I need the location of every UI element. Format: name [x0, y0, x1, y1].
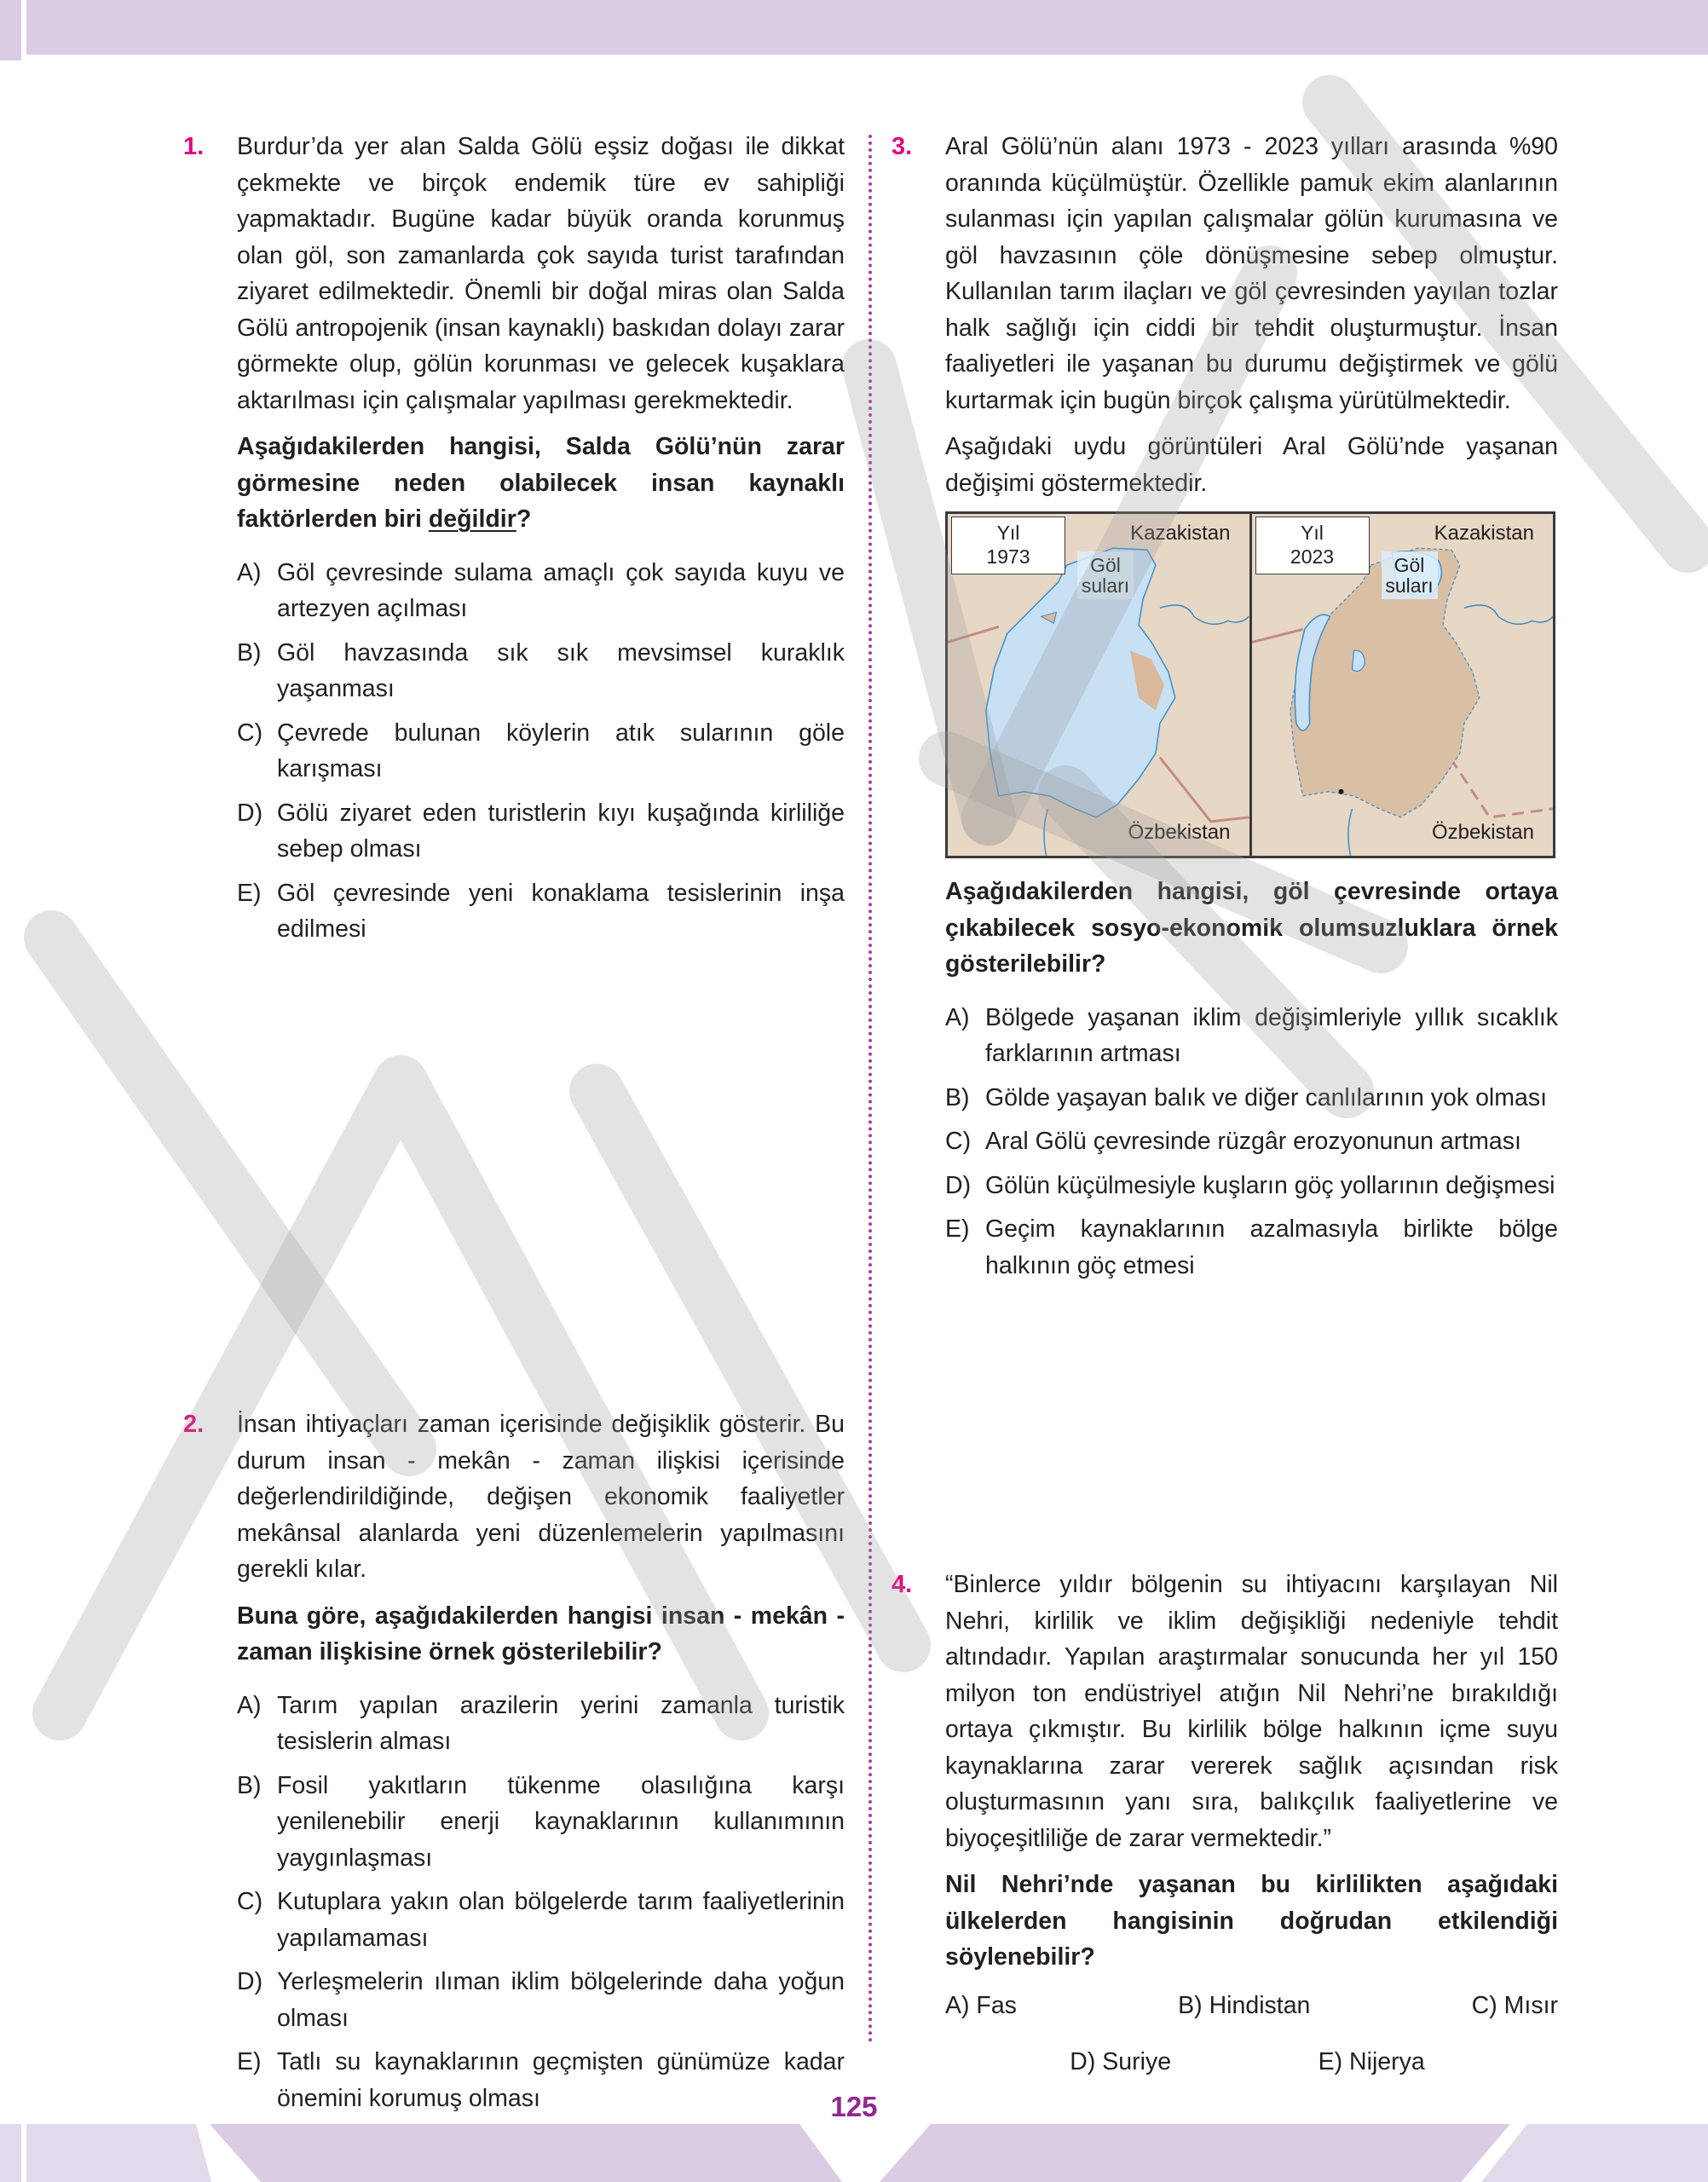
option-text: Bölgede yaşanan iklim değişimleriyle yıllık sıcaklık farklarının artması [985, 1003, 1558, 1067]
option-label: C) [945, 1128, 972, 1155]
footer-band-segment [880, 2124, 1510, 2182]
option-text: Hindistan [1209, 1991, 1311, 2019]
option-text: Suriye [1102, 2048, 1172, 2075]
lake-label-line-1: Göl [1090, 554, 1121, 576]
question-number: 3. [892, 133, 913, 160]
country-label-north: Kazakistan [1434, 522, 1534, 545]
option-label: A) [237, 558, 262, 586]
question-3 [892, 129, 1558, 1291]
question-text: Burdur’da yer alan Salda Gölü eşsiz doğası ile dikkat çekmekte ve birçok endemik türe ev sahipliği yapmaktadır. Bugüne kadar büyük oranda korunmuş olan göl, son zamanlarda çok sayıda turist tarafından ziyaret edilmektedir. Önemli bir doğal miras olan Salda Gölü antropojenik (insan kaynaklı) baskıdan dolayı zarar görmekte olup, gölün korunması ve gelecek kuşaklara aktarılması için çalışmalar yapılması gerekmektedir. [237, 133, 845, 414]
footer-band-segment [210, 2124, 842, 2182]
option-label: C) [237, 1888, 263, 1915]
year-value: 1973 [986, 546, 1030, 568]
map-2023 [1252, 514, 1554, 856]
option-c[interactable] [237, 715, 845, 788]
option-text: Gölde yaşayan balık ve diğer canlılarının yok olması [985, 1083, 1548, 1111]
river [1463, 605, 1553, 624]
option-text: Göl havzasında sık sık mevsimsel kuraklık yaşanması [277, 638, 845, 702]
option-text: Tatlı su kaynaklarının geçmişten günümüze kadar önemini korumuş olması [277, 2048, 845, 2112]
question-stem: Aşağıdakilerden hangisi, göl çevresinde ortaya çıkabilecek sosyo-ekonomik olumsuzluklara örnek gösterilebilir? [945, 878, 1558, 978]
option-e[interactable] [945, 1211, 1558, 1284]
option-d[interactable] [945, 1168, 1558, 1204]
question-number: 2. [183, 1411, 205, 1438]
option-text: Geçim kaynaklarının azalmasıyla birlikte bölge halkının göç etmesi [985, 1215, 1558, 1279]
option-label: E) [945, 1215, 970, 1243]
option-label: A) [945, 1003, 970, 1031]
question-stem [237, 429, 845, 538]
option-text: Mısır [1503, 1991, 1558, 2019]
option-e[interactable] [237, 875, 845, 948]
option-text: Çevrede bulunan köylerin atık sularının göle karışması [277, 719, 845, 782]
option-text: Kutuplara yakın olan bölgelerde tarım faaliyetlerinin yapılamaması [277, 1888, 845, 1952]
option-label: A) [237, 1691, 262, 1719]
answer-options [237, 555, 845, 948]
page-number: 125 [830, 2091, 878, 2122]
column-divider [868, 135, 872, 2044]
question-2 [183, 1406, 845, 2124]
option-text: Aral Gölü çevresinde rüzgâr erozyonunun artması [985, 1128, 1521, 1155]
option-c[interactable] [945, 1123, 1558, 1160]
option-text: Göl çevresinde sulama amaçlı çok sayıda kuyu ve artezyen açılması [277, 558, 845, 622]
header-band [26, 0, 1708, 55]
option-a[interactable] [237, 1688, 845, 1760]
option-d[interactable] [1070, 2044, 1171, 2081]
option-text: Nijerya [1349, 2048, 1425, 2075]
lake-label [1077, 551, 1134, 599]
option-b[interactable] [237, 1768, 845, 1877]
year-label: Yıl [996, 522, 1020, 544]
question-text: “Binlerce yıldır bölgenin su ihtiyacını karşılayan Nil Nehri, kirlilik ve iklim değişikliği nedeniyle tehdit altındadır. Yapılan araştırmalar sonucunda her yıl 150 milyon ton endüstriyel atığın Nil Nehri’ne bırakıldığı ortaya çıkmıştır. Bu kirlilik bölge halkının içme suyu kaynaklarına zarar vererek sağlık açısından risk oluşturmasının yanı sıra, balıkçılık faaliyetlerine ve biyoçeşitliliğe de zarar vermektedir.” [945, 1571, 1558, 1852]
watermark-stroke [51, 938, 409, 1449]
answer-options-row-1 [945, 1988, 1558, 2024]
settlement-dot [1338, 789, 1343, 794]
option-a[interactable] [237, 555, 845, 627]
river [1347, 809, 1352, 856]
option-d[interactable] [237, 1964, 845, 2036]
border-line [948, 626, 999, 642]
option-label: C) [237, 719, 263, 747]
footer-band-segment [26, 2124, 211, 2182]
option-text: Fosil yakıtların tükenme olasılığına karşı yenilenebilir enerji kaynaklarının kullanımının yaygınlaşması [277, 1771, 845, 1872]
option-text: Tarım yapılan arazilerin yerini zamanla turistik tesislerin alması [277, 1691, 845, 1755]
option-label: D) [237, 799, 263, 827]
footer-band [0, 2124, 1708, 2182]
river [1044, 809, 1048, 856]
option-a[interactable] [945, 1000, 1558, 1072]
answer-options-row-2 [945, 2044, 1558, 2081]
aral-sea-maps [945, 511, 1555, 858]
option-c[interactable] [1472, 1988, 1558, 2024]
option-label: B) [237, 638, 262, 667]
river [1160, 605, 1249, 624]
option-d[interactable] [237, 795, 845, 868]
question-1 [183, 129, 845, 955]
year-box [951, 517, 1065, 574]
option-e[interactable] [1319, 2044, 1425, 2081]
option-label: D) [1070, 2048, 1096, 2075]
stem-end: ? [516, 505, 532, 533]
option-b[interactable] [945, 1080, 1558, 1117]
answer-options [945, 1000, 1558, 1284]
footer-band-segment [1481, 2124, 1708, 2182]
answer-options [237, 1688, 845, 2117]
lake-label-line-2: suları [1081, 574, 1130, 597]
map-1973 [948, 514, 1249, 856]
stem-emphasis: değildir [428, 505, 516, 533]
question-number: 4. [892, 1571, 913, 1598]
option-label: B) [1178, 1991, 1203, 2019]
stem-text: Aşağıdakilerden hangisi, Salda Gölü’nün zarar görmesine neden olabilecek insan kaynaklı faktörlerden biri [237, 433, 845, 533]
option-b[interactable] [237, 635, 845, 707]
option-text: Gölün küçülmesiyle kuşların göç yollarının değişmesi [985, 1171, 1555, 1199]
year-box [1255, 517, 1370, 574]
question-text: Aral Gölü’nün alanı 1973 - 2023 yılları arasında %90 oranında küçülmüştür. Özellikle pamuk ekim alanlarının sulanması için yapılan çalışmalar gölün kurumasına ve göl havzasının çöle dönüşmesine sebep olmuştur. Kullanılan tarım ilaçları ve göl çevresinden yayılan tozlar halk sağlığı için ciddi bir tehdit oluşturmuştur. İnsan faaliyetleri ile yaşanan bu durumu değiştirmek ve gölü kurtarmak için bugün birçok çalışma yürütülmektedir. [945, 133, 1558, 414]
option-label: C) [1471, 1991, 1497, 2019]
border-line [1252, 629, 1303, 642]
year-value: 2023 [1290, 546, 1335, 568]
option-label: B) [237, 1771, 262, 1799]
option-text: Göl çevresinde yeni konaklama tesislerinin inşa edilmesi [277, 879, 845, 943]
option-label: E) [237, 2048, 262, 2075]
border-line [1160, 758, 1249, 822]
question-number: 1. [183, 133, 205, 160]
option-label: A) [945, 1991, 970, 2019]
lake-label-line-1: Göl [1394, 554, 1425, 576]
option-label: E) [1318, 2048, 1343, 2075]
lake-label-line-2: suları [1385, 574, 1434, 597]
lake-label [1382, 551, 1438, 599]
header-band-left [0, 0, 21, 61]
question-text-2: Aşağıdaki uydu görüntüleri Aral Gölü’nde yaşanan değişimi göstermektedir. [945, 433, 1558, 497]
question-stem: Buna göre, aşağıdakilerden hangisi insan - mekân - zaman ilişkisine örnek gösterilebilir? [237, 1602, 845, 1665]
option-a[interactable] [945, 1988, 1017, 2024]
question-4 [892, 1567, 1558, 2081]
footer-band-segment [0, 2124, 21, 2182]
year-label: Yıl [1301, 522, 1324, 544]
option-b[interactable] [1178, 1988, 1310, 2024]
option-text: Fas [976, 1991, 1017, 2019]
option-label: D) [945, 1171, 972, 1199]
option-label: D) [237, 1968, 263, 1995]
option-text: Gölü ziyaret eden turistlerin kıyı kuşağında kirliliğe sebep olması [277, 799, 845, 863]
option-label: B) [945, 1083, 970, 1111]
country-label-south: Özbekistan [1431, 820, 1534, 844]
option-c[interactable] [237, 1884, 845, 1956]
question-stem: Nil Nehri’nde yaşanan bu kirlilikten aşağıdaki ülkelerden hangisinin doğrudan etkilendiği söylenebilir? [945, 1871, 1558, 1971]
option-text: Yerleşmelerin ılıman iklim bölgelerinde daha yoğun olması [277, 1968, 845, 2032]
question-text: İnsan ihtiyaçları zaman içerisinde değişiklik gösterir. Bu durum insan - mekân - zaman ilişkisi içerisinde değerlendirildiğinde, değişen ekonomik faaliyetler mekânsal alanlarda yeni düzenlemelerin yapılmasını gerekli kılar. [237, 1411, 845, 1583]
option-label: E) [237, 879, 262, 907]
country-label-south: Özbekistan [1128, 820, 1231, 844]
country-label-north: Kazakistan [1130, 522, 1231, 545]
